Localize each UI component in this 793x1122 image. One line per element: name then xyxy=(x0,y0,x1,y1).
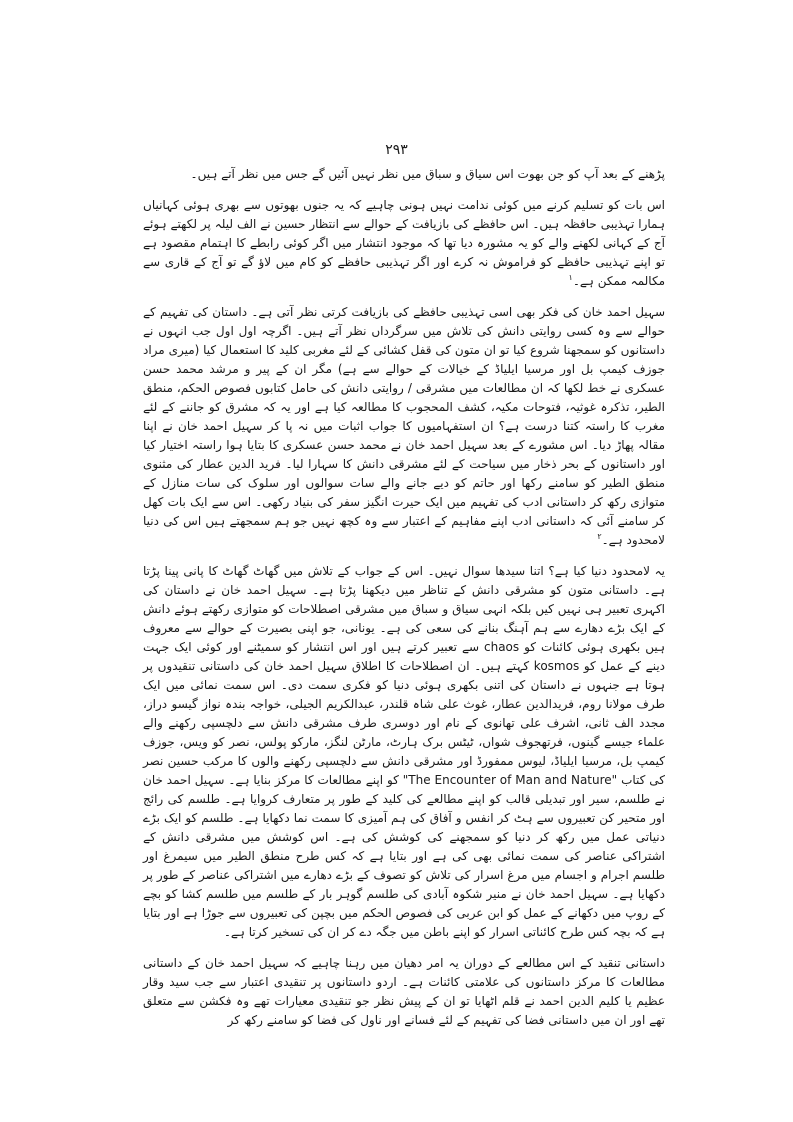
footnote-marker: ۲ xyxy=(597,532,602,541)
paragraph-text: سہیل احمد خان کی فکر بھی اسی تہذیبی حافظے کی بازیافت کرتی نظر آتی ہے۔ داستان کی تفہیم کے حوالے سے وہ کسی روایتی دانش کی تلاش میں سرگرداں نظر آتے ہیں۔ اگرچہ اول اول جب انہوں نے داستانوں کو سمجھنا شروع کیا تو ان متون کی قفل کشائی کے لئے مغربی کلید کا استعمال کیا (میری مراد جوزف کیمپ بل اور مرسیا ایلیاڈ کے خیالات کے حوالے سے ہے) مگر ان کے پیر و مرشد محمد حسن عسکری نے خط لکھا کہ ان مطالعات میں مشرقی / روایتی دانش کی حامل کتابوں فصوص الحکم، منطق الطیر، تذکرہ غوثیہ، فتوحات مکیہ، کشف المحجوب کا مطالعہ کیا ہے اور یہ کہ مشرق کو جاننے کے لئے مغرب کا راستہ کتنا درست ہے؟ ان استفہامیوں کا جواب اثبات میں نہ پا کر سہیل احمد خان نے اپنا مقالہ پھاڑ دیا۔ اس مشورے کے بعد سہیل احمد خان نے محمد حسن عسکری کا بتایا ہوا راستہ اختیار کیا اور داستانوں کے بحر ذخار میں سیاحت کے لئے مشرقی دانش کا سہارا لیا۔ فرید الدین عطار کی مثنوی منطق الطیر کو سامنے رکھا اور حاتم کو دیے جانے والے سات سوالوں اور سلوک کی سات منازل کے متوازی رکھ کر داستانی ادب کی تفہیم میں ایک حیرت انگیز سفر کی بنیاد رکھی۔ اس سے ایک بات کھل کر سامنے آئی کہ داستانی ادب اپنے مفاہیم کے اعتبار سے وہ کچھ نہیں جو ہم سمجھتے ہیں اس کی دنیا لامحدود ہے۔ xyxy=(143,305,665,547)
paragraph-text: داستانی تنقید کے اس مطالعے کے دوران یہ امر دھیان میں رہنا چاہیے کہ سہیل احمد خان کے داستانی مطالعات کا مرکز داستانوں کی علامتی کائنات ہے۔ اردو داستانوں پر تنقیدی اعتبار سے جب سید وقار عظیم یا کلیم الدین احمد نے قلم اٹھایا تو ان کے پیش نظر جو تنقیدی معیارات تھے وہ فکشن سے متعلق تھے اور ان میں داستانی فضا کی تفہیم کے لئے فسانے اور ناول کی فضا کو سامنے رکھ کر xyxy=(143,956,665,1027)
paragraph-4 xyxy=(143,562,665,942)
paragraph-text: پڑھنے کے بعد آپ کو جن بھوت اس سیاق و سباق میں نظر نہیں آئیں گے جس میں نظر آتے ہیں۔ xyxy=(190,167,665,181)
paragraph-2 xyxy=(143,196,665,291)
paragraph-3 xyxy=(143,303,665,550)
page-number: ۲۹۳ xyxy=(385,142,408,158)
paragraph-1 xyxy=(143,165,665,184)
footnote-marker: ۱ xyxy=(568,273,573,282)
paragraph-5 xyxy=(143,954,665,1030)
paragraph-text: اس بات کو تسلیم کرنے میں کوئی ندامت نہیں ہونی چاہیے کہ یہ جنوں بھوتوں سے بھری ہوئی کہانیاں ہمارا تہذیبی حافظہ ہیں۔ اس حافظے کی بازیافت کے حوالے سے انتظار حسین نے الف لیلہ پر لکھتے ہوئے آج کے کہانی لکھنے والے کو یہ مشورہ دیا تھا کہ موجود انتشار میں اگر کوئی رابطے کا اہتمام مقصود ہے تو اپنے تہذیبی حافظے کو فراموش نہ کرے اور اگر تہذیبی حافظے کو کام میں لاؤ گے تو آج کے قاری سے مکالمہ ممکن ہے۔ xyxy=(143,198,665,288)
paragraph-text: یہ لامحدود دنیا کیا ہے؟ اتنا سیدھا سوال نہیں۔ اس کے جواب کے تلاش میں گھاٹ گھاٹ کا پانی پینا پڑتا ہے۔ داستانی متون کو مشرقی دانش کے تناظر میں دیکھنا پڑتا ہے۔ سہیل احمد خان نے داستان کی اکہری تعبیر ہی نہیں کیں بلکہ انہی سیاق و سباق میں مشرقی اصطلاحات کو متوازی رکھتے ہوئے دانش کے ایک بڑے دھارے سے ہم آہنگ بنانے کی سعی کی ہے۔ یونانی، جو اپنی بصیرت کے حوالے سے معروف ہیں بکھری ہوئی کائنات کو chaos سے تعبیر کرتے ہیں اور اس انتشار کو سمیٹنے اور کوئی ایک جہت دینے کے عمل کو kosmos کہتے ہیں۔ ان اصطلاحات کا اطلاق سہیل احمد خان کی داستانی تنقیدوں پر ہوتا ہے جنہوں نے داستان کی اتنی بکھری ہوئی دنیا کو فکری سمت دی۔ اس سمت نمائی میں ایک طرف مولانا روم، فریدالدین عطار، غوث علی شاہ قلندر، عبدالکریم الجیلی، خواجہ بندہ نواز گیسو دراز، مجدد الف ثانی، اشرف علی تھانوی کے نام اور دوسری طرف مشرقی دانش سے دلچسپی رکھنے والے علماء جیسے گینوں، فرتھجوف شواں، ٹیٹس برک ہارٹ، مارٹن لنگز، مارکو پولس، نصر کو ویس، جوزف کیمپ بل، مرسیا ایلیاڈ، لیوس ممفورڈ اور مشرقی دانش سے دلچسپی رکھنے والوں کا مرکب حسین نصر کی کتاب "The Encounter of Man and Nature" کو اپنے مطالعات کا مرکز بنایا ہے۔ سہیل احمد خان نے طلسم، سیر اور تبدیلی قالب کو اپنے مطالعے کی کلید کے طور پر متعارف کروایا ہے۔ طلسم کی رائج اور متحیر کن تعبیروں سے ہٹ کر انفس و آفاق کی ہم آمیزی کا سمت نما دکھایا ہے۔ طلسم کو ایک بڑے دنیاتی عمل میں رکھ کر دنیا کو سمجھنے کی کوشش کی ہے۔ اس کوشش میں مشرقی دانش کے اشتراکی عناصر کی سمت نمائی بھی کی ہے اور بتایا ہے کہ کس طرح منطق الطیر میں سیمرغ اور طلسم اجرام و اجسام میں مرغ اسرار کی تلاش کو تصوف کے بڑے دھارے میں اشتراکی عناصر کے طور پر دکھایا ہے۔ سہیل احمد خان نے منیر شکوہ آبادی کی طلسم گوہر بار کے طلسم میں طلسم کشا کو بچے کے روپ میں دکھانے کے عمل کو ابن عربی کی فصوص الحکم میں بچپن کی تعبیروں سے جوڑا ہے اور بتایا ہے کہ بچہ کس طرح کائناتی اسرار کو اپنے باطن میں جگہ دے کر ان کی تسخیر کرتا ہے۔ xyxy=(143,564,666,939)
body-text xyxy=(143,165,665,1030)
